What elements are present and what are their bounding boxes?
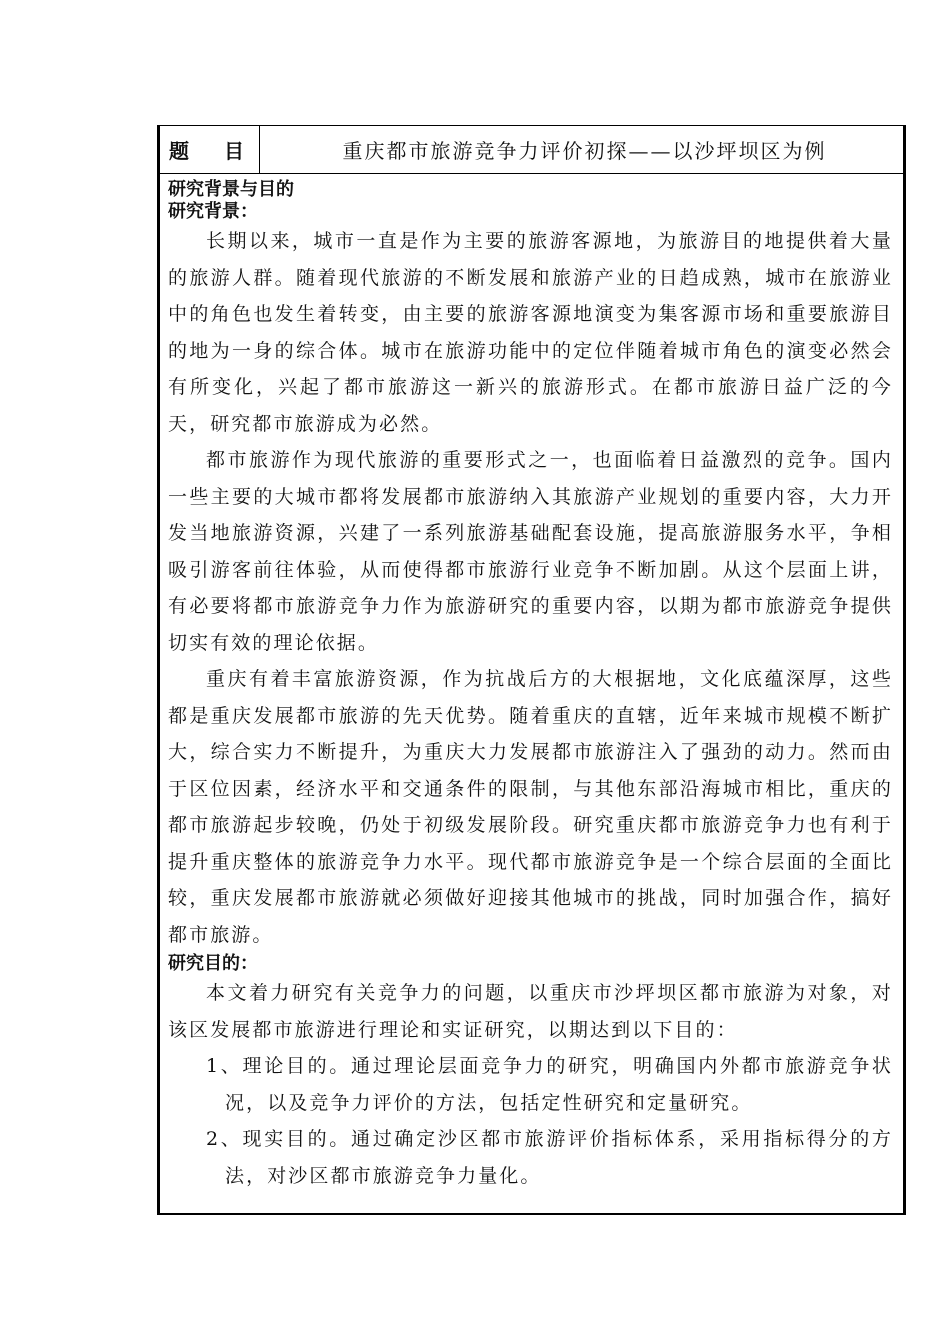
form-table <box>157 125 906 1215</box>
thesis-title: 重庆都市旅游竞争力评价初探——以沙坪坝区为例 <box>342 139 827 163</box>
purpose-item: 1、理论目的。通过理论层面竞争力的研究，明确国内外都市旅游竞争状况，以及竞争力评价的方法，包括定性研究和定量研究。 <box>206 1055 893 1114</box>
purpose-heading: 研究目的： <box>168 953 258 974</box>
purpose-intro: 本文着力研究有关竞争力的问题，以重庆市沙坪坝区都市旅游为对象，对该区发展都市旅游进行理论和实证研究，以期达到以下目的： <box>168 982 893 1041</box>
purpose-item: 2、现实目的。通过确定沙区都市旅游评价指标体系，采用指标得分的方法，对沙区都市旅游竞争力量化。 <box>206 1128 893 1187</box>
background-paragraph: 都市旅游作为现代旅游的重要形式之一，也面临着日益激烈的竞争。国内一些主要的大城市都将发展都市旅游纳入其旅游产业规划的重要内容，大力开发当地旅游资源，兴建了一系列旅游基础配套设施，提高旅游服务水平，争相吸引游客前往体验，从而使得都市旅游行业竞争不断加剧。从这个层面上讲，有必要将都市旅游竞争力作为旅游研究的重要内容，以期为都市旅游竞争提供切实有效的理论依据。 <box>168 449 893 654</box>
title-label: 题 目 <box>160 126 260 173</box>
section-heading: 研究背景与目的 <box>168 179 294 200</box>
background-paragraph: 长期以来，城市一直是作为主要的旅游客源地，为旅游目的地提供着大量的旅游人群。随着现代旅游的不断发展和旅游产业的日趋成熟，城市在旅游业中的角色也发生着转变，由主要的旅游客源地演变为集客源市场和重要旅游目的地为一身的综合体。城市在旅游功能中的定位伴随着城市角色的演变必然会有所变化，兴起了都市旅游这一新兴的旅游形式。在都市旅游日益广泛的今天，研究都市旅游成为必然。 <box>168 230 893 435</box>
background-paragraph: 重庆有着丰富旅游资源，作为抗战后方的大根据地，文化底蕴深厚，这些都是重庆发展都市旅游的先天优势。随着重庆的直辖，近年来城市规模不断扩大，综合实力不断提升，为重庆大力发展都市旅游注入了强劲的动力。然而由于区位因素，经济水平和交通条件的限制，与其他东部沿海城市相比，重庆的都市旅游起步较晚，仍处于初级发展阶段。研究重庆都市旅游竞争力也有利于提升重庆整体的旅游竞争力水平。现代都市旅游竞争是一个综合层面的全面比较，重庆发展都市旅游就必须做好迎接其他城市的挑战，同时加强合作，搞好都市旅游。 <box>168 668 893 946</box>
title-row <box>160 126 903 174</box>
background-heading: 研究背景： <box>168 201 258 222</box>
content-cell <box>168 179 893 1194</box>
